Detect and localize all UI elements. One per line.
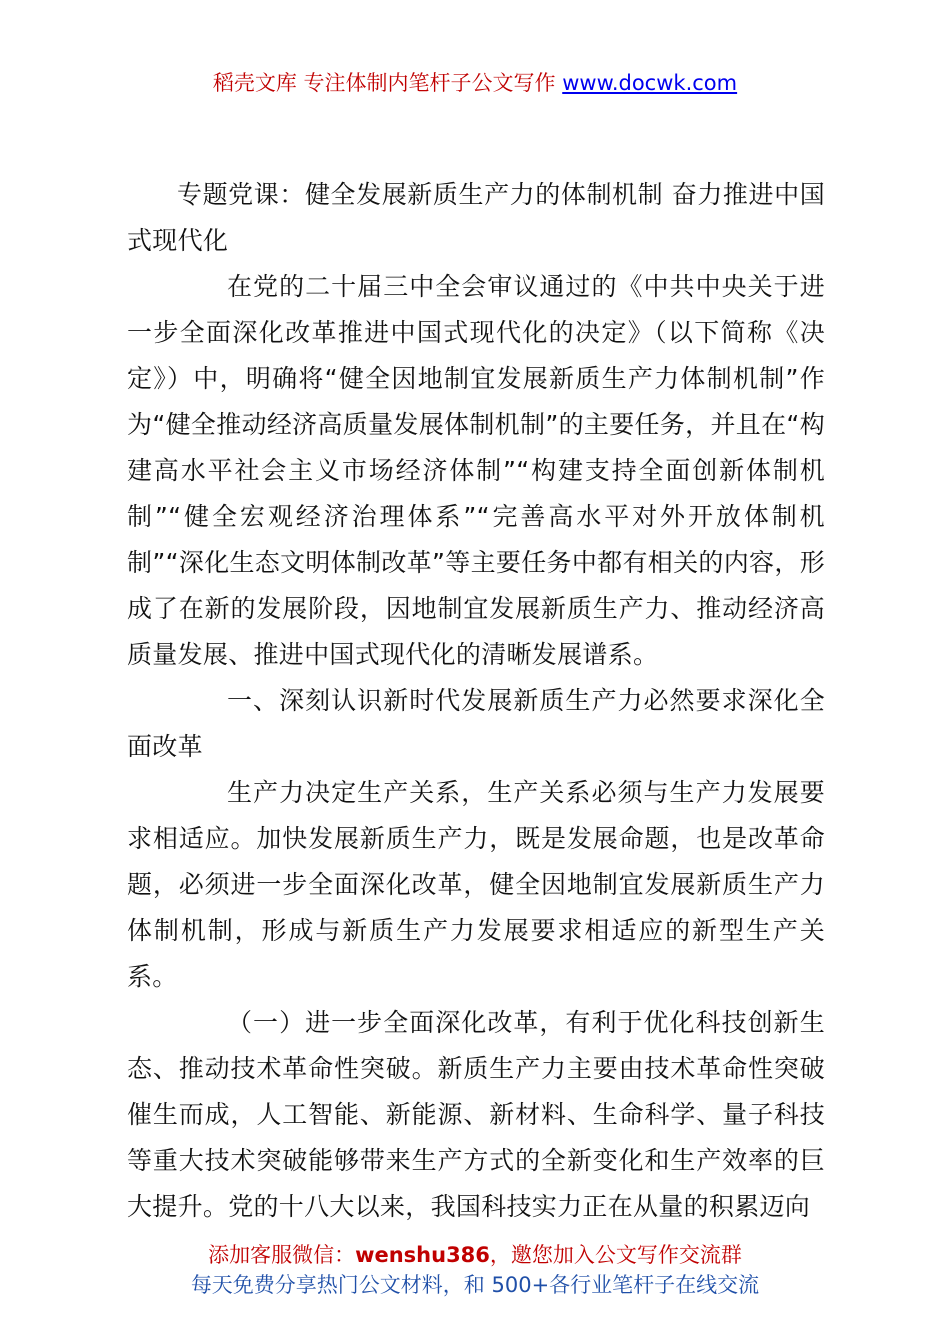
header-url-link[interactable]: www.docwk.com [562, 71, 738, 95]
footer-suffix: ，邀您加入公文写作交流群 [489, 1243, 742, 1267]
section-heading-1: 一、深刻认识新时代发展新质生产力必然要求深化全面改革 [127, 686, 825, 761]
wechat-id: wenshu386 [355, 1243, 490, 1267]
paragraph-section-1: 生产力决定生产关系，生产关系必须与生产力发展要求相适应。加快发展新质生产力，既是发展命题，也是改革命题，必须进一步全面深化改革，健全因地制宜发展新质生产力体制机制，形成与新质生产力发展要求相适应的新型生产关系。 [127, 778, 825, 991]
document-body [127, 172, 825, 1230]
page-header [0, 68, 950, 98]
footer-contact-line [0, 1240, 950, 1270]
footer-prefix: 添加客服微信： [208, 1243, 356, 1267]
document-title: 专题党课：健全发展新质生产力的体制机制 奋力推进中国式现代化 [127, 180, 825, 255]
paragraph-subsection-1: （一）进一步全面深化改革，有利于优化科技创新生态、推动技术革命性突破。新质生产力主要由技术革命性突破催生而成，人工智能、新能源、新材料、生命科学、量子科技等重大技术突破能够带来生产方式的全新变化和生产效率的巨大提升。党的十八大以来，我国科技实力正在从量的积累迈向 [127, 1008, 825, 1221]
footer-promo-line: 每天免费分享热门公文材料，和 500+各行业笔杆子在线交流 [190, 1273, 760, 1297]
header-brand: 稻壳文库 专注体制内笔杆子公文写作 [212, 71, 563, 95]
paragraph-intro: 在党的二十届三中全会审议通过的《中共中央关于进一步全面深化改革推进中国式现代化的决定》（以下简称《决定》）中，明确将“健全因地制宜发展新质生产力体制机制”作为“健全推动经济高质量发展体制机制”的主要任务，并且在“构建高水平社会主义市场经济体制”“构建支持全面创新体制机制”“健全宏观经济治理体系”“完善高水平对外开放体制机制”“深化生态文明体制改革”等主要任务中都有相关的内容，形成了在新的发展阶段，因地制宜发展新质生产力、推动经济高质量发展、推进中国式现代化的清晰发展谱系。 [127, 272, 825, 669]
page-footer [0, 1240, 950, 1300]
